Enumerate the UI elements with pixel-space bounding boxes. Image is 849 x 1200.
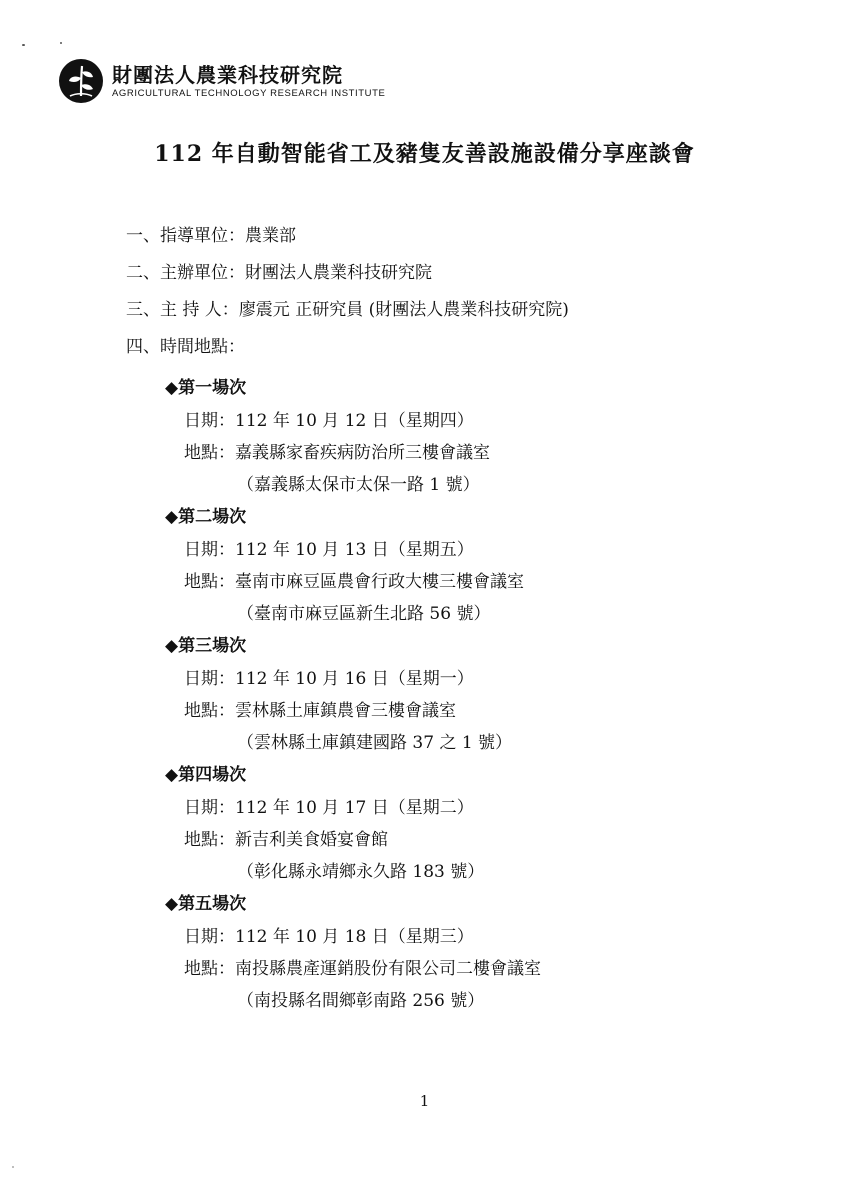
session-1 xyxy=(165,372,541,501)
session-date: 日期：112 年 10 月 12 日（星期四） xyxy=(184,411,474,431)
session-address: （雲林縣土庫鎮建國路 37 之 1 號） xyxy=(237,733,513,753)
session-4 xyxy=(165,759,541,888)
session-address: （彰化縣永靖鄉永久路 183 號） xyxy=(237,862,485,882)
session-date: 日期：112 年 10 月 13 日（星期五） xyxy=(184,540,474,560)
org-name-zh: 財團法人農業科技研究院 xyxy=(112,62,343,87)
session-2 xyxy=(165,501,541,630)
session-title: ◆第二場次 xyxy=(165,507,247,527)
session-date: 日期：112 年 10 月 18 日（星期三） xyxy=(184,927,474,947)
page-number: 1 xyxy=(419,1092,430,1110)
info-row-organizer-guidance xyxy=(126,218,569,255)
info-row-host xyxy=(126,292,569,329)
session-place: 地點：臺南市麻豆區農會行政大樓三樓會議室 xyxy=(184,572,524,592)
scan-speck xyxy=(60,42,62,44)
session-title: ◆第三場次 xyxy=(165,636,247,656)
scan-speck xyxy=(12,1166,14,1168)
letterhead xyxy=(58,58,385,104)
session-5 xyxy=(165,888,541,1017)
session-place: 地點：新吉利美食婚宴會館 xyxy=(184,830,388,850)
session-place: 地點：雲林縣土庫鎮農會三樓會議室 xyxy=(184,701,456,721)
session-title: ◆第一場次 xyxy=(165,378,247,398)
session-title: ◆第五場次 xyxy=(165,894,247,914)
info-label: 三、主 持 人： xyxy=(126,300,239,320)
session-place: 地點：南投縣農產運銷股份有限公司二樓會議室 xyxy=(184,959,541,979)
session-list xyxy=(165,372,541,1017)
document-title: 112 年自動智能省工及豬隻友善設施設備分享座談會 xyxy=(154,141,695,167)
info-value: 農業部 xyxy=(245,226,296,246)
info-label: 二、主辦單位： xyxy=(126,263,245,283)
atri-logo-icon xyxy=(58,58,104,104)
info-label: 四、時間地點： xyxy=(126,337,245,357)
session-address: （臺南市麻豆區新生北路 56 號） xyxy=(237,604,491,624)
info-row-organizer xyxy=(126,255,569,292)
info-value: 廖震元 正研究員 (財團法人農業科技研究院) xyxy=(238,300,569,320)
session-place: 地點：嘉義縣家畜疾病防治所三樓會議室 xyxy=(184,443,490,463)
session-address: （南投縣名間鄉彰南路 256 號） xyxy=(237,991,485,1011)
session-address: （嘉義縣太保市太保一路 1 號） xyxy=(237,475,480,495)
org-name-block xyxy=(112,63,385,100)
info-value: 財團法人農業科技研究院 xyxy=(245,263,432,283)
scan-speck xyxy=(22,44,25,46)
org-name-en: AGRICULTURAL TECHNOLOGY RESEARCH INSTITUTE xyxy=(112,87,386,99)
info-list xyxy=(126,218,569,366)
session-date: 日期：112 年 10 月 17 日（星期二） xyxy=(184,798,474,818)
session-3 xyxy=(165,630,541,759)
session-title: ◆第四場次 xyxy=(165,765,247,785)
info-label: 一、指導單位： xyxy=(126,226,245,246)
session-date: 日期：112 年 10 月 16 日（星期一） xyxy=(184,669,474,689)
info-row-time-place xyxy=(126,329,569,366)
